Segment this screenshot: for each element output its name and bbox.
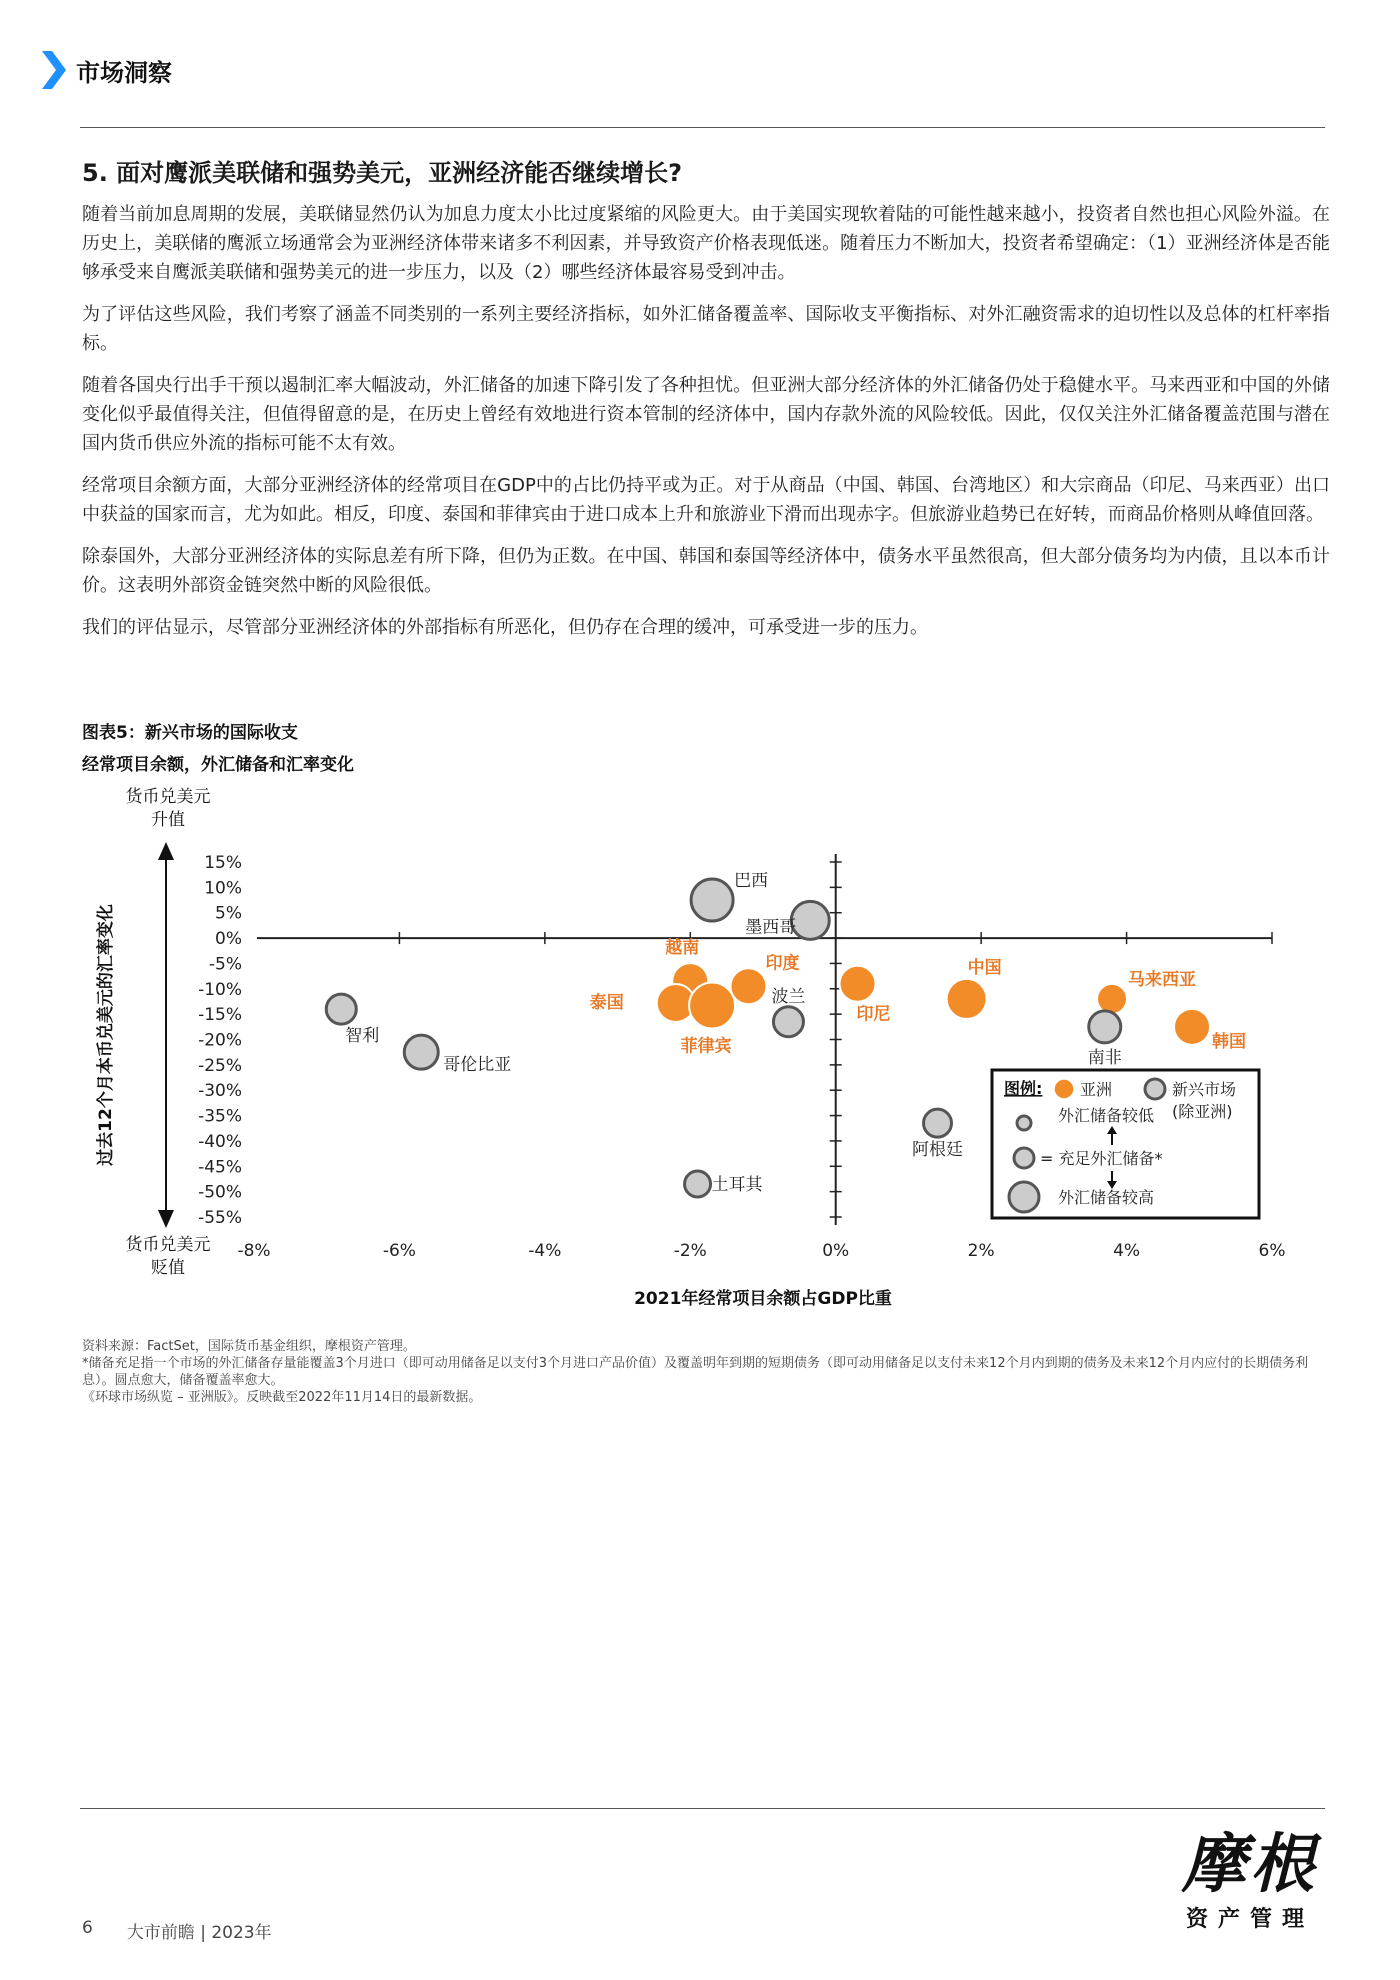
legend-em-swatch bbox=[1145, 1079, 1165, 1099]
data-point bbox=[326, 994, 356, 1024]
legend-asia-swatch bbox=[1054, 1079, 1074, 1099]
y-top-label: 升值 bbox=[151, 810, 185, 830]
y-tick-label: 0% bbox=[215, 929, 242, 950]
y-tick-label: -20% bbox=[198, 1030, 242, 1051]
footer-divider bbox=[80, 1808, 1325, 1809]
chevron-right-icon bbox=[42, 51, 66, 89]
point-label: 韩国 bbox=[1212, 1031, 1247, 1052]
x-tick-label: 6% bbox=[1258, 1241, 1286, 1261]
arrow-up-icon bbox=[158, 842, 174, 860]
y-bottom-label: 货币兑美元 bbox=[125, 1235, 211, 1255]
y-tick-label: -15% bbox=[198, 1005, 242, 1026]
y-tick-label: -30% bbox=[198, 1081, 242, 1102]
publication-name: 大市前瞻 | 2023年 bbox=[126, 1923, 272, 1943]
logo-main-text: 摩根 bbox=[1182, 1827, 1318, 1902]
y-tick-label: -25% bbox=[198, 1055, 242, 1076]
paragraph: 为了评估这些风险，我们考察了涵盖不同类别的一系列主要经济指标，如外汇储备覆盖率、国际收支平衡指标、对外汇融资需求的迫切性以及总体的杠杆率指标。 bbox=[82, 304, 1330, 354]
jpmorgan-logo bbox=[1170, 1827, 1330, 1933]
data-point bbox=[685, 1171, 711, 1197]
point-label: 越南 bbox=[665, 938, 700, 959]
point-label: 菲律宾 bbox=[680, 1036, 732, 1057]
point-label: 泰国 bbox=[589, 992, 624, 1013]
data-point bbox=[689, 983, 735, 1029]
section-title: 5. 面对鹰派美联储和强势美元，亚洲经济能否继续增长? bbox=[82, 159, 683, 187]
source-notes bbox=[82, 1338, 1332, 1406]
footer bbox=[82, 1918, 272, 1943]
x-tick-label: -6% bbox=[382, 1241, 416, 1261]
page-header bbox=[42, 50, 172, 90]
data-point bbox=[1174, 1009, 1210, 1045]
y-tick-label: 5% bbox=[215, 903, 242, 924]
y-tick-label: 10% bbox=[204, 878, 242, 899]
data-point bbox=[773, 1007, 803, 1037]
legend-low-label: 外汇储备较低 bbox=[1058, 1106, 1155, 1125]
x-tick-label: -4% bbox=[528, 1241, 562, 1261]
point-label: 马来西亚 bbox=[1128, 969, 1197, 990]
legend-size-medium bbox=[1014, 1148, 1034, 1168]
x-tick-label: 4% bbox=[1113, 1241, 1141, 1261]
point-label: 智利 bbox=[345, 1026, 380, 1047]
point-label: 巴西 bbox=[734, 871, 769, 892]
point-label: 波兰 bbox=[771, 986, 806, 1007]
paragraph: 除泰国外，大部分亚洲经济体的实际息差有所下降，但仍为正数。在中国、韩国和泰国等经济体中，债务水平虽然很高，但大部分债务均为内债，且以本币计价。这表明外部资金链突然中断的风险很低。 bbox=[82, 546, 1330, 596]
legend-asia-label: 亚洲 bbox=[1080, 1080, 1113, 1099]
point-label: 阿根廷 bbox=[912, 1140, 964, 1161]
logo-sub-text: 资产管理 bbox=[1185, 1907, 1314, 1932]
y-top-label: 货币兑美元 bbox=[125, 787, 211, 807]
paragraph: 经常项目余额方面，大部分亚洲经济体的经常项目在GDP中的占比仍持平或为正。对于从商品（中国、韩国、台湾地区）和大宗商品（印尼、马来西亚）出口中获益的国家而言，尤为如此。相反，印度、泰国和菲律宾由于进口成本上升和旅游业下滑而出现赤字。但旅游业趋势已在好转，而商品价格则从峰值回落。 bbox=[82, 475, 1330, 525]
y-tick-label: 15% bbox=[204, 853, 242, 873]
figure-subtitle: 经常项目余额，外汇储备和汇率变化 bbox=[82, 755, 354, 775]
x-tick-label: -2% bbox=[673, 1241, 707, 1261]
y-tick-label: -55% bbox=[198, 1208, 242, 1228]
x-tick-label: 2% bbox=[967, 1241, 995, 1261]
paragraph: 随着各国央行出手干预以遏制汇率大幅波动，外汇储备的加速下降引发了各种担忧。但亚洲大部分经济体的外汇储备仍处于稳健水平。马来西亚和中国的外储变化似乎最值得关注，但值得留意的是，在历史上曾经有效地进行资本管制的经济体中，国内存款外流的风险较低。因此，仅仅关注外汇储备覆盖范围与潜在国内货币供应外流的指标可能不太有效。 bbox=[82, 375, 1330, 454]
x-tick-label: -8% bbox=[237, 1241, 271, 1261]
figure-title: 图表5：新兴市场的国际收支 bbox=[82, 723, 298, 743]
x-tick-label: 0% bbox=[822, 1241, 850, 1261]
y-tick-label: -50% bbox=[198, 1182, 242, 1203]
data-point bbox=[404, 1035, 438, 1069]
y-tick-label: -10% bbox=[198, 979, 242, 1000]
legend-em-sublabel: (除亚洲) bbox=[1172, 1102, 1233, 1121]
body-text bbox=[82, 200, 1330, 655]
legend-high-label: 外汇储备较高 bbox=[1058, 1188, 1155, 1207]
page-number: 6 bbox=[82, 1918, 93, 1938]
legend-mid-label: = 充足外汇储备* bbox=[1040, 1149, 1163, 1168]
data-point bbox=[1089, 1011, 1121, 1043]
point-label: 印度 bbox=[765, 953, 800, 974]
point-label: 印尼 bbox=[856, 1004, 891, 1025]
publication-note: 《环球市场纵览 – 亚洲版》。反映截至2022年11月14日的最新数据。 bbox=[82, 1390, 482, 1405]
data-point bbox=[691, 879, 733, 921]
point-label: 土耳其 bbox=[711, 1175, 763, 1196]
y-axis-title: 过去12个月本币兑美元的汇率变化 bbox=[96, 904, 116, 1166]
bop-scatter-chart bbox=[80, 780, 1330, 1325]
header-divider bbox=[80, 127, 1325, 128]
data-point bbox=[791, 901, 829, 939]
y-tick-label: -35% bbox=[198, 1106, 242, 1127]
point-label: 南非 bbox=[1087, 1047, 1122, 1068]
data-point bbox=[730, 968, 766, 1004]
y-bottom-label: 贬值 bbox=[151, 1258, 185, 1278]
source-note: 资料来源：FactSet，国际货币基金组织，摩根资产管理。 bbox=[82, 1339, 416, 1354]
paragraph: 随着当前加息周期的发展，美联储显然仍认为加息力度太小比过度紧缩的风险更大。由于美国实现软着陆的可能性越来越小，投资者自然也担心风险外溢。在历史上，美联储的鹰派立场通常会为亚洲经济体带来诸多不利因素，并导致资产价格表现低迷。随着压力不断加大，投资者希望确定：（1）亚洲经济体是否能够承受来自鹰派美联储和强势美元的进一步压力，以及（2）哪些经济体最容易受到冲击。 bbox=[82, 204, 1330, 283]
paragraph: 我们的评估显示，尽管部分亚洲经济体的外部指标有所恶化，但仍存在合理的缓冲，可承受进一步的压力。 bbox=[82, 617, 928, 638]
header-title: 市场洞察 bbox=[76, 58, 172, 87]
legend-em-label: 新兴市场 bbox=[1172, 1080, 1237, 1099]
legend-title: 图例: bbox=[1004, 1079, 1043, 1098]
point-label: 墨西哥 bbox=[745, 917, 797, 938]
data-point bbox=[1097, 984, 1127, 1014]
point-label: 哥伦比亚 bbox=[443, 1055, 512, 1076]
data-point bbox=[840, 966, 876, 1002]
legend-size-large bbox=[1009, 1182, 1039, 1212]
point-label: 中国 bbox=[967, 957, 1002, 978]
legend-size-small bbox=[1017, 1116, 1031, 1130]
y-tick-label: -5% bbox=[208, 954, 242, 975]
arrow-down-icon bbox=[158, 1210, 174, 1228]
data-point bbox=[947, 979, 987, 1019]
footnote: *储备充足指一个市场的外汇储备存量能覆盖3个月进口（即可动用储备足以支付3个月进口产品价值）及覆盖明年到期的短期债务（即可动用储备足以支付未来12个月内到期的债务及未来12个月内应付的长期债务利息）。圆点愈大，储备覆盖率愈大。 bbox=[82, 1356, 1309, 1388]
y-tick-label: -40% bbox=[198, 1131, 242, 1152]
data-point bbox=[924, 1109, 952, 1137]
x-axis-title: 2021年经常项目余额占GDP比重 bbox=[634, 1289, 892, 1309]
y-tick-label: -45% bbox=[198, 1157, 242, 1178]
